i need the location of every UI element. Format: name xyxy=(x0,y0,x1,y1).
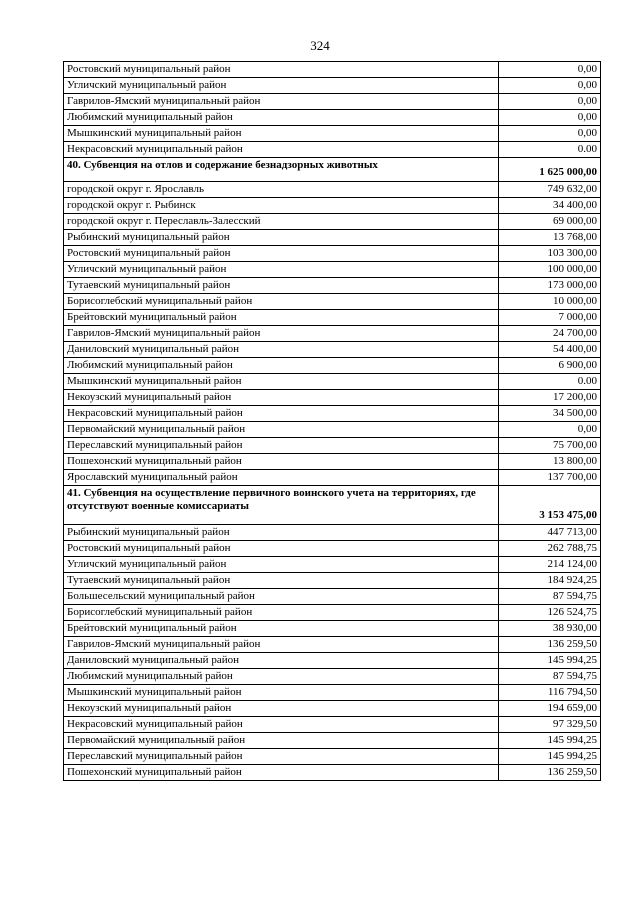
table-row xyxy=(64,326,601,342)
table-row xyxy=(64,262,601,278)
amount-value: 34 500,00 xyxy=(499,406,601,422)
district-name: Брейтовский муниципальный район xyxy=(64,310,499,326)
amount-value: 447 713,00 xyxy=(499,525,601,541)
district-name: Некоузский муниципальный район xyxy=(64,701,499,717)
table-row xyxy=(64,765,601,781)
district-name: городской округ г. Ярославль xyxy=(64,182,499,198)
amount-value: 0,00 xyxy=(499,422,601,438)
table-row xyxy=(64,605,601,621)
amount-value: 145 994,25 xyxy=(499,749,601,765)
amount-value: 262 788,75 xyxy=(499,541,601,557)
district-name: Ростовский муниципальный район xyxy=(64,246,499,262)
amount-value: 0,00 xyxy=(499,94,601,110)
table-row xyxy=(64,685,601,701)
table-row xyxy=(64,390,601,406)
table-row xyxy=(64,278,601,294)
amount-value: 10 000,00 xyxy=(499,294,601,310)
district-name: Любимский муниципальный район xyxy=(64,110,499,126)
district-name: Большесельский муниципальный район xyxy=(64,589,499,605)
table-row xyxy=(64,198,601,214)
table-row xyxy=(64,406,601,422)
amount-value: 194 659,00 xyxy=(499,701,601,717)
table-row xyxy=(64,182,601,198)
page-number: 324 xyxy=(310,38,330,53)
amount-value: 145 994,25 xyxy=(499,653,601,669)
amount-value: 137 700,00 xyxy=(499,470,601,486)
section-header-row xyxy=(64,486,601,525)
amount-value: 7 000,00 xyxy=(499,310,601,326)
amount-value: 749 632,00 xyxy=(499,182,601,198)
district-name: Тутаевский муниципальный район xyxy=(64,278,499,294)
section-title: 40. Субвенция на отлов и содержание безнадзорных животных xyxy=(64,158,499,182)
table-row xyxy=(64,749,601,765)
district-name: Тутаевский муниципальный район xyxy=(64,573,499,589)
amount-value: 24 700,00 xyxy=(499,326,601,342)
table-row xyxy=(64,94,601,110)
amount-value: 173 000,00 xyxy=(499,278,601,294)
amount-value: 0,00 xyxy=(499,126,601,142)
table-row xyxy=(64,142,601,158)
district-name: Ростовский муниципальный район xyxy=(64,541,499,557)
district-name: Любимский муниципальный район xyxy=(64,669,499,685)
amount-value: 17 200,00 xyxy=(499,390,601,406)
section-total: 1 625 000,00 xyxy=(499,158,601,182)
amount-value: 97 329,50 xyxy=(499,717,601,733)
table-row xyxy=(64,246,601,262)
amount-value: 13 800,00 xyxy=(499,454,601,470)
table-row xyxy=(64,589,601,605)
amount-value: 87 594,75 xyxy=(499,589,601,605)
table-row xyxy=(64,541,601,557)
section-title: 41. Субвенция на осуществление первичного воинского учета на территориях, где отсутствуют военные комиссариаты xyxy=(64,486,499,525)
district-name: Брейтовский муниципальный район xyxy=(64,621,499,637)
district-name: Ярославский муниципальный район xyxy=(64,470,499,486)
amount-value: 0.00 xyxy=(499,374,601,390)
district-name: Пошехонский муниципальный район xyxy=(64,765,499,781)
amount-value: 38 930,00 xyxy=(499,621,601,637)
district-name: Переславский муниципальный район xyxy=(64,438,499,454)
table-row xyxy=(64,110,601,126)
district-name: Угличский муниципальный район xyxy=(64,262,499,278)
amount-value: 116 794,50 xyxy=(499,685,601,701)
table-row xyxy=(64,669,601,685)
district-name: Угличский муниципальный район xyxy=(64,557,499,573)
district-name: Мышкинский муниципальный район xyxy=(64,374,499,390)
amount-value: 87 594,75 xyxy=(499,669,601,685)
amount-value: 103 300,00 xyxy=(499,246,601,262)
table-row xyxy=(64,637,601,653)
district-name: Первомайский муниципальный район xyxy=(64,733,499,749)
table-row xyxy=(64,454,601,470)
district-name: Даниловский муниципальный район xyxy=(64,653,499,669)
amount-value: 34 400,00 xyxy=(499,198,601,214)
district-name: Гаврилов-Ямский муниципальный район xyxy=(64,94,499,110)
table-row xyxy=(64,422,601,438)
section-header-row xyxy=(64,158,601,182)
table-row xyxy=(64,214,601,230)
district-name: Мышкинский муниципальный район xyxy=(64,685,499,701)
amount-value: 0,00 xyxy=(499,62,601,78)
amount-value: 214 124,00 xyxy=(499,557,601,573)
district-name: Некрасовский муниципальный район xyxy=(64,406,499,422)
district-name: Ростовский муниципальный район xyxy=(64,62,499,78)
amount-value: 0,00 xyxy=(499,110,601,126)
table-row xyxy=(64,342,601,358)
district-name: Гаврилов-Ямский муниципальный район xyxy=(64,326,499,342)
district-name: Некрасовский муниципальный район xyxy=(64,717,499,733)
district-name: Гаврилов-Ямский муниципальный район xyxy=(64,637,499,653)
amount-value: 100 000,00 xyxy=(499,262,601,278)
amount-value: 126 524,75 xyxy=(499,605,601,621)
table-row xyxy=(64,230,601,246)
district-name: Рыбинский муниципальный район xyxy=(64,525,499,541)
table-row xyxy=(64,126,601,142)
amount-value: 13 768,00 xyxy=(499,230,601,246)
table-row xyxy=(64,374,601,390)
amount-value: 0,00 xyxy=(499,78,601,94)
table-row xyxy=(64,717,601,733)
district-name: Некоузский муниципальный район xyxy=(64,390,499,406)
table-row xyxy=(64,733,601,749)
district-name: Борисоглебский муниципальный район xyxy=(64,605,499,621)
amount-value: 69 000,00 xyxy=(499,214,601,230)
district-name: Пошехонский муниципальный район xyxy=(64,454,499,470)
table-row xyxy=(64,438,601,454)
district-name: Переславский муниципальный район xyxy=(64,749,499,765)
subvention-table xyxy=(63,61,601,781)
section-total: 3 153 475,00 xyxy=(499,486,601,525)
table-row xyxy=(64,470,601,486)
table-row xyxy=(64,294,601,310)
district-name: Первомайский муниципальный район xyxy=(64,422,499,438)
table-row xyxy=(64,78,601,94)
subvention-table-body xyxy=(64,62,601,781)
table-row xyxy=(64,62,601,78)
table-row xyxy=(64,653,601,669)
amount-value: 184 924,25 xyxy=(499,573,601,589)
amount-value: 6 900,00 xyxy=(499,358,601,374)
table-row xyxy=(64,621,601,637)
amount-value: 75 700,00 xyxy=(499,438,601,454)
table-row xyxy=(64,525,601,541)
amount-value: 136 259,50 xyxy=(499,637,601,653)
amount-value: 136 259,50 xyxy=(499,765,601,781)
table-row xyxy=(64,557,601,573)
district-name: Некрасовский муниципальный район xyxy=(64,142,499,158)
amount-value: 0.00 xyxy=(499,142,601,158)
district-name: Любимский муниципальный район xyxy=(64,358,499,374)
district-name: городской округ г. Переславль-Залесский xyxy=(64,214,499,230)
district-name: Мышкинский муниципальный район xyxy=(64,126,499,142)
district-name: Даниловский муниципальный район xyxy=(64,342,499,358)
table-row xyxy=(64,573,601,589)
district-name: городской округ г. Рыбинск xyxy=(64,198,499,214)
table-row xyxy=(64,701,601,717)
table-row xyxy=(64,310,601,326)
table-row xyxy=(64,358,601,374)
district-name: Угличский муниципальный район xyxy=(64,78,499,94)
district-name: Борисоглебский муниципальный район xyxy=(64,294,499,310)
amount-value: 54 400,00 xyxy=(499,342,601,358)
district-name: Рыбинский муниципальный район xyxy=(64,230,499,246)
amount-value: 145 994,25 xyxy=(499,733,601,749)
